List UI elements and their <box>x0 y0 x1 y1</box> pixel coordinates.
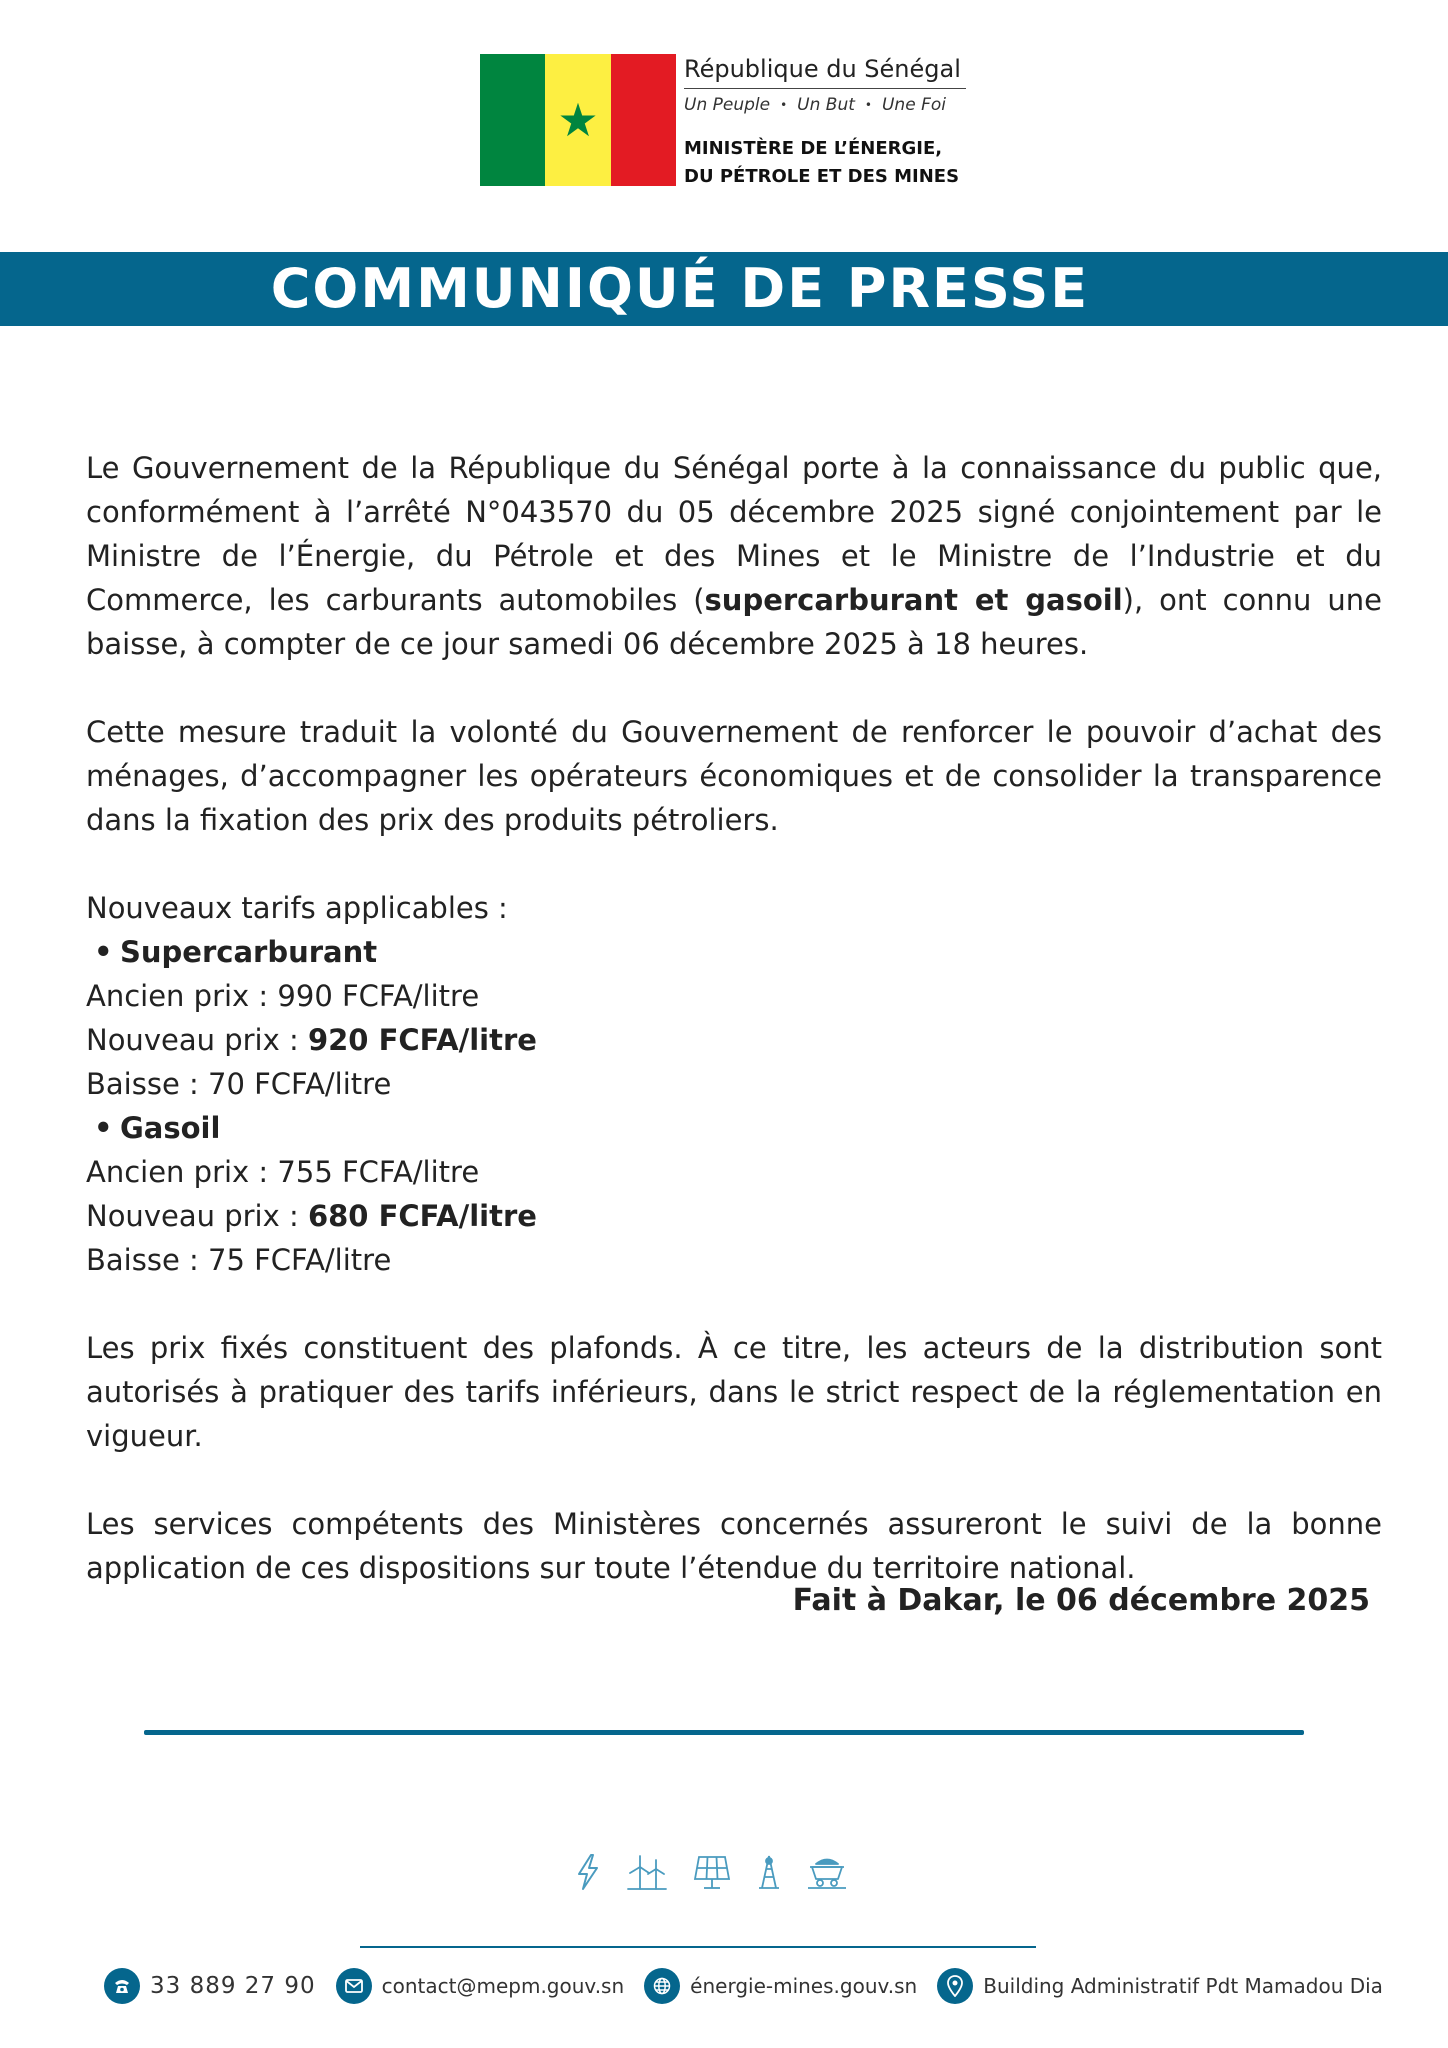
contact-email <box>336 1968 625 2004</box>
value-bold: 920 FCFA/litre <box>307 1023 537 1057</box>
value: 755 FCFA/litre <box>277 1155 480 1189</box>
letterhead <box>480 54 1000 194</box>
bullet-icon: • <box>94 1111 113 1145</box>
signature-line: Fait à Dakar, le 06 décembre 2025 <box>792 1583 1370 1618</box>
paragraph-ceilings: Les prix fixés constituent des plafonds. À ce titre, les acteurs de la distribution sont autorisés à pratiquer des tarifs inférieurs, dans le strict respect de la réglementation en vigueur. <box>86 1331 1382 1453</box>
motto-part: Une Foi <box>881 95 946 115</box>
envelope-icon <box>336 1968 372 2004</box>
ministry-name <box>684 135 984 191</box>
fuel-heading <box>86 1106 1382 1150</box>
national-motto <box>684 95 984 115</box>
press-release-body <box>86 446 1382 1634</box>
republic-block <box>684 54 984 191</box>
tariffs-intro: Nouveaux tarifs applicables : <box>86 891 508 925</box>
email-address[interactable]: contact@mepm.gouv.sn <box>381 1974 625 1998</box>
motto-part: Un But <box>797 95 855 115</box>
globe-icon <box>644 1968 680 2004</box>
phone-number[interactable]: 33 889 27 90 <box>150 1973 316 1999</box>
flag-green-band <box>480 54 545 186</box>
lightning-icon <box>574 1853 602 1891</box>
motto-separator: • <box>780 98 788 112</box>
new-price-line <box>86 1018 1382 1062</box>
label: Nouveau prix : <box>86 1023 308 1057</box>
document-title: COMMUNIQUÉ DE PRESSE <box>270 257 1090 320</box>
motto-part: Un Peuple <box>684 95 771 115</box>
sector-icons <box>574 1852 848 1892</box>
ministry-line: DU PÉTROLE ET DES MINES <box>684 166 960 187</box>
bullet-icon: • <box>94 935 113 969</box>
solar-panel-icon <box>692 1853 732 1891</box>
label: Ancien prix : <box>86 1155 278 1189</box>
label: Ancien prix : <box>86 979 278 1013</box>
wind-turbine-icon <box>626 1853 668 1891</box>
contact-website <box>644 1968 917 2004</box>
drop-line <box>86 1062 1382 1106</box>
paragraph-purpose: Cette mesure traduit la volonté du Gouvernement de renforcer le pouvoir d’achat des ménages, d’accompagner les opérateurs économiques et de consolider la transparence dans la fixation des prix des produits pétroliers. <box>86 715 1382 837</box>
paragraph-monitoring: Les services compétents des Ministères concernés assureront le suivi de la bonne application de ces dispositions sur toute l’étendue du territoire national. <box>86 1507 1382 1585</box>
old-price-line <box>86 974 1382 1018</box>
republic-divider <box>684 88 966 89</box>
drop-line <box>86 1238 1382 1282</box>
new-price-line <box>86 1194 1382 1238</box>
value: 75 FCFA/litre <box>208 1243 392 1277</box>
flag-yellow-band <box>545 54 610 186</box>
value: 990 FCFA/litre <box>277 979 480 1013</box>
location-pin-icon <box>937 1968 973 2004</box>
fuel-name: Supercarburant <box>120 935 378 969</box>
oil-derrick-icon <box>756 1853 782 1891</box>
republic-name: République du Sénégal <box>684 55 961 83</box>
contact-phone <box>104 1968 316 2004</box>
value: 70 FCFA/litre <box>208 1067 392 1101</box>
footer-divider <box>144 1730 1304 1735</box>
fuel-heading <box>86 930 1382 974</box>
contact-divider <box>360 1946 1036 1948</box>
star-icon: ★ <box>557 93 599 147</box>
tariffs-section <box>86 886 1382 1282</box>
label: Nouveau prix : <box>86 1199 308 1233</box>
paragraph-announcement <box>86 446 1382 666</box>
senegal-flag <box>480 54 676 186</box>
contact-bar <box>104 1966 1403 2006</box>
fuel-name: Gasoil <box>120 1111 221 1145</box>
contact-address <box>937 1968 1383 2004</box>
label: Baisse : <box>86 1067 208 1101</box>
title-banner <box>0 252 1448 326</box>
text-run: ), ont connu une baisse, à compter de ce jour samedi 06 décembre 2025 à 18 heures. <box>86 583 1382 661</box>
value-bold: 680 FCFA/litre <box>307 1199 537 1233</box>
flag-red-band <box>611 54 676 186</box>
ministry-line: MINISTÈRE DE L’ÉNERGIE, <box>684 138 943 159</box>
mine-cart-icon <box>806 1853 848 1891</box>
motto-separator: • <box>864 98 872 112</box>
text-run: Le Gouvernement de la République du Sénégal porte à la connaissance du public que, conformément à l’arrêté N°043570 du 05 décembre 2025 signé conjointement par le Ministre de l’Énergie, du Pétrole et des Mines et le Ministre de l’Industrie et du Commerce, les carburants automobiles ( <box>86 451 1382 617</box>
phone-icon <box>104 1968 140 2004</box>
old-price-line <box>86 1150 1382 1194</box>
postal-address: Building Administratif Pdt Mamadou Dia <box>983 1974 1383 1998</box>
text-bold: supercarburant et gasoil <box>704 583 1123 617</box>
label: Baisse : <box>86 1243 208 1277</box>
website-url[interactable]: énergie-mines.gouv.sn <box>690 1974 918 1998</box>
